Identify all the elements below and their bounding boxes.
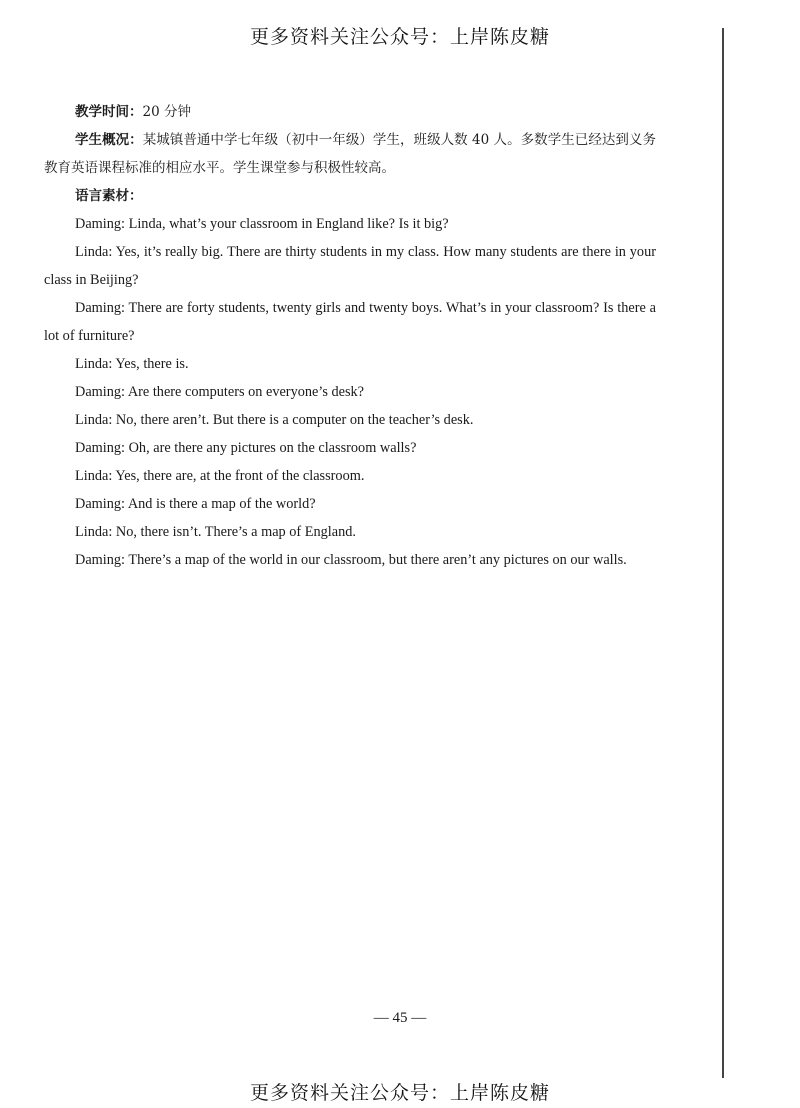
dialogue-line: Daming: Linda, what’s your classroom in England like? Is it big?: [75, 216, 449, 232]
student-overview-text: 某城镇普通中学七年级（初中一年级）学生，班级人数 40 人。多数学生已经达到义务教育英语课程标准的相应水平。学生课堂参与积极性较高。: [44, 132, 657, 176]
teaching-time: [44, 98, 656, 126]
dialogue-line: Daming: There’s a map of the world in our classroom, but there aren’t any pictures on our walls.: [75, 552, 627, 568]
dialogue-line: Daming: Are there computers on everyone’s desk?: [75, 384, 365, 400]
dialogue-line: Daming: And is there a map of the world?: [75, 496, 316, 512]
language-material-label: 语言素材：: [75, 188, 143, 204]
student-overview-label: 学生概况：: [75, 132, 143, 148]
student-overview: [44, 126, 656, 182]
dialogue-line: Daming: There are forty students, twenty girls and twenty boys. What’s in your classroom? Is there a lot of furniture?: [44, 300, 656, 344]
dialogue-line: Linda: No, there aren’t. But there is a computer on the teacher’s desk.: [75, 412, 474, 428]
dialogue-line: Linda: No, there isn’t. There’s a map of England.: [75, 524, 356, 540]
dialogue-line: Linda: Yes, it’s really big. There are thirty students in my class. How many students are there in your class in Beijing?: [44, 244, 656, 288]
footer-banner: 更多资料关注公众号：上岸陈皮糖: [249, 1082, 550, 1104]
dialogue-line: Linda: Yes, there are, at the front of the classroom.: [75, 468, 365, 484]
page-number: — 45 —: [373, 1010, 427, 1026]
teaching-time-label: 教学时间：: [75, 104, 143, 120]
document-body: [44, 98, 656, 574]
dialogue-line: Daming: Oh, are there any pictures on the classroom walls?: [75, 440, 417, 456]
language-material-heading: [44, 182, 656, 210]
teaching-time-value: 20 分钟: [142, 104, 191, 120]
header-banner: 更多资料关注公众号：上岸陈皮糖: [249, 26, 550, 48]
scan-edge-line: [722, 28, 724, 1078]
dialogue-line: Linda: Yes, there is.: [75, 356, 189, 372]
